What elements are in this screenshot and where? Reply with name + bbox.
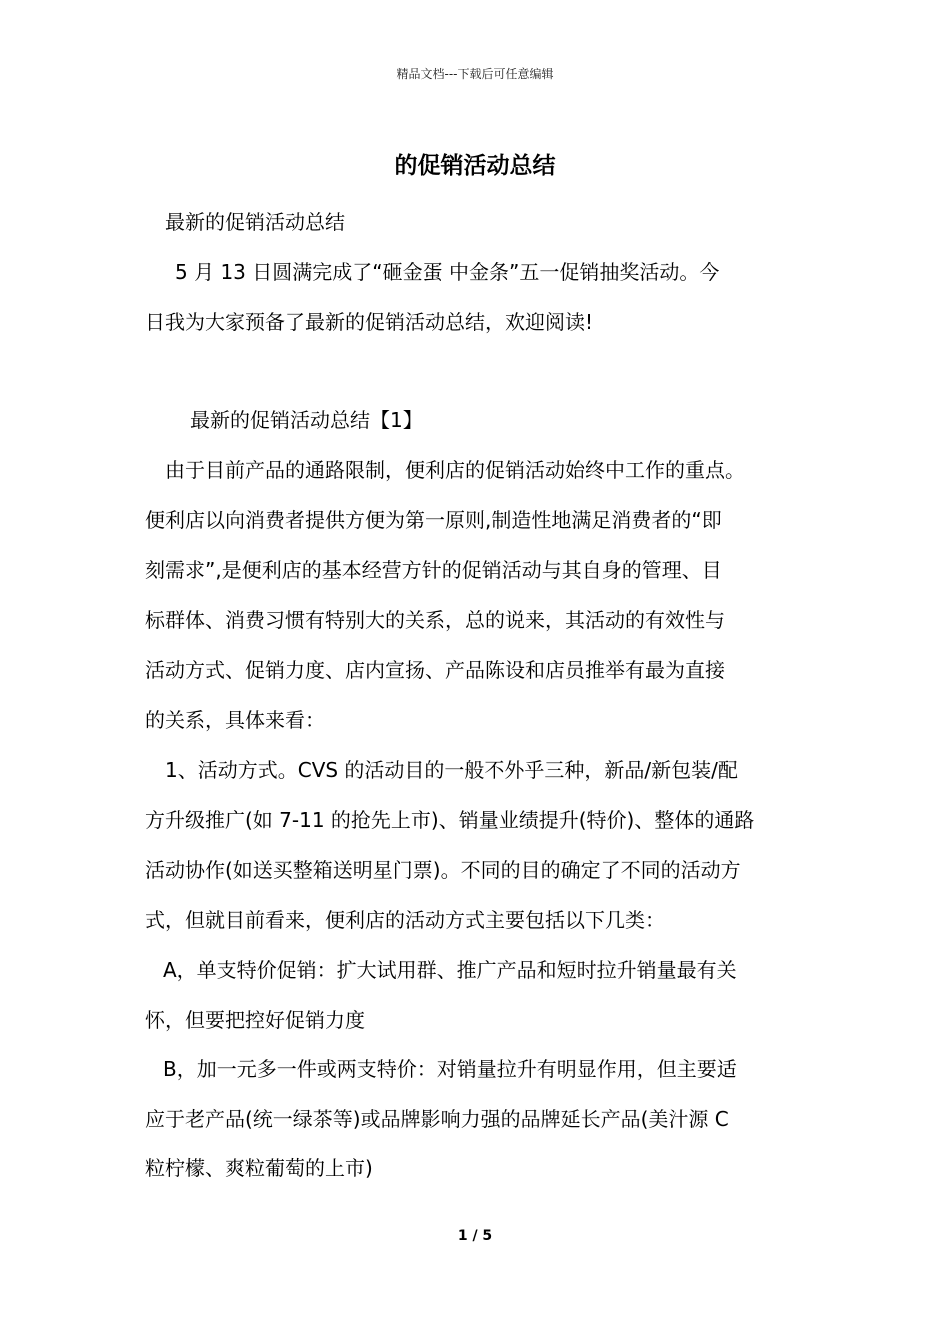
list-item-line: 活动协作(如送买整箱送明星门票)。不同的目的确定了不同的活动方 [145, 858, 741, 882]
sub-item-line: A，单支特价促销：扩大试用群、推广产品和短时拉升销量最有关 [163, 958, 737, 982]
sub-item-line: B，加一元多一件或两支特价：对销量拉升有明显作用，但主要适 [163, 1057, 737, 1081]
body-line: 由于目前产品的通路限制，便利店的促销活动始终中工作的重点。 [165, 458, 745, 482]
sub-item-line: 怀，但要把控好促销力度 [145, 1008, 365, 1032]
page-header: 精品文档---下载后可任意编辑 [396, 67, 554, 81]
list-item-line: 1、活动方式。CVS 的活动目的一般不外乎三种，新品/新包装/配 [165, 758, 738, 782]
sub-item-line: 粒柠檬、爽粒葡萄的上市) [145, 1156, 373, 1180]
body-line: 的关系，具体来看： [145, 708, 325, 732]
list-item-line: 式，但就目前看来，便利店的活动方式主要包括以下几类： [145, 908, 665, 932]
document-title: 的促销活动总结 [394, 153, 556, 179]
body-line: 便利店以向消费者提供方便为第一原则,制造性地满足消费者的“即 [145, 508, 722, 532]
intro-line: 5 月 13 日圆满完成了“砸金蛋 中金条”五一促销抽奖活动。今 [175, 260, 720, 284]
body-line: 活动方式、促销力度、店内宣扬、产品陈设和店员推举有最为直接 [145, 658, 725, 682]
sub-item-line: 应于老产品(统一绿茶等)或品牌影响力强的品牌延长产品(美汁源 C [145, 1107, 729, 1131]
body-line: 刻需求”,是便利店的基本经营方针的促销活动与其自身的管理、目 [145, 558, 722, 582]
intro-line: 日我为大家预备了最新的促销活动总结，欢迎阅读! [145, 310, 594, 334]
page-number: 1 / 5 [457, 1228, 493, 1244]
subtitle-line: 最新的促销活动总结 [165, 210, 345, 234]
list-item-line: 方升级推广(如 7-11 的抢先上市)、销量业绩提升(特价)、整体的通路 [145, 808, 755, 832]
section-heading: 最新的促销活动总结【1】 [190, 408, 423, 432]
body-line: 标群体、消费习惯有特别大的关系，总的说来，其活动的有效性与 [145, 608, 725, 632]
